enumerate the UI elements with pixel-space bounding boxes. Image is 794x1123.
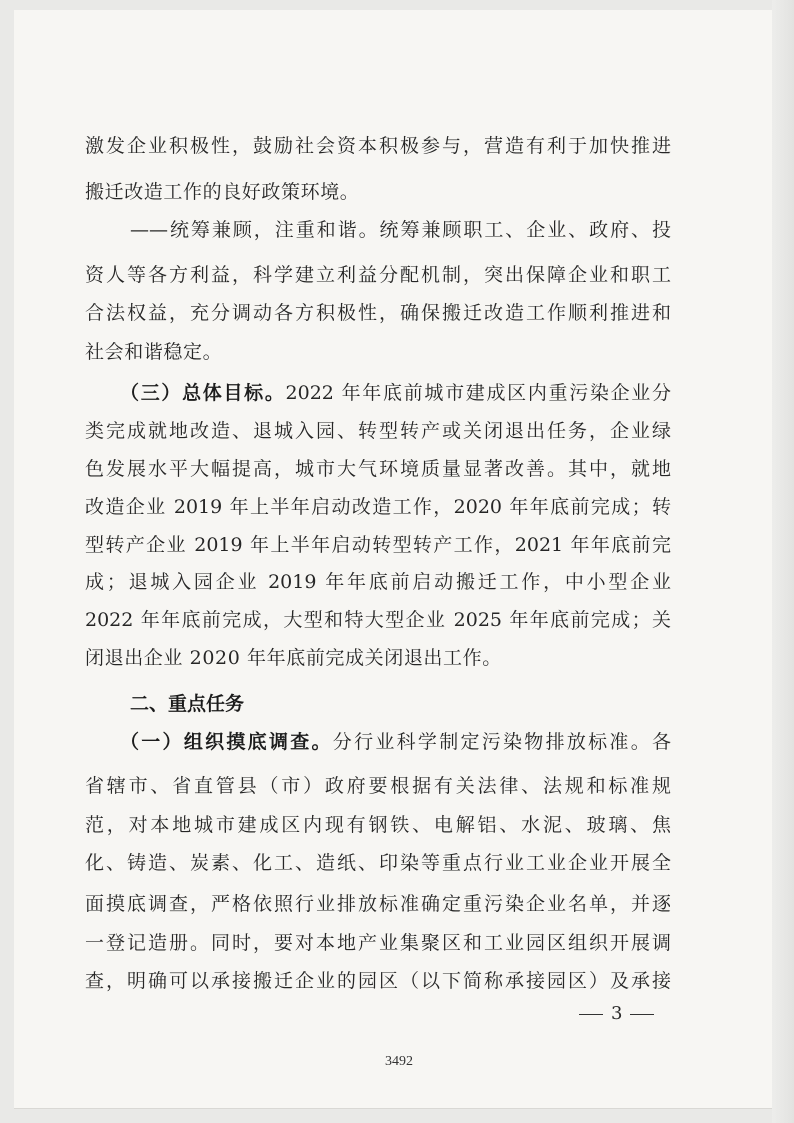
text-line: 闭退出企业 2020 年年底前完成关闭退出工作。	[85, 647, 502, 669]
text-line: 色发展水平大幅提高，城市大气环境质量显著改善。其中，就地	[85, 458, 671, 480]
text-line: 搬迁改造工作的良好政策环境。	[85, 181, 360, 203]
paragraph-label: （三）总体目标。	[120, 382, 286, 404]
text-line: ——统筹兼顾，注重和谐。统筹兼顾职工、企业、政府、投	[130, 219, 671, 241]
text-line: 化、铸造、炭素、化工、造纸、印染等重点行业工业企业开展全	[85, 852, 671, 874]
page-edge	[772, 0, 794, 1123]
dash-right	[630, 1014, 654, 1015]
paragraph-label: （一）组织摸底调查。	[120, 731, 333, 753]
text-line: 类完成就地改造、退城入园、转型转产或关闭退出任务，企业绿	[85, 420, 671, 442]
footer-number: 3492	[385, 1054, 413, 1069]
paragraph-first-line	[120, 729, 671, 755]
text-line: 资人等各方利益，科学建立利益分配机制，突出保障企业和职工	[85, 264, 671, 286]
text-line: 省辖市、省直管县（市）政府要根据有关法律、法规和标准规	[85, 775, 671, 797]
text-line: 改造企业 2019 年上半年启动改造工作，2020 年年底前完成；转	[85, 496, 671, 518]
text-line: 型转产企业 2019 年上半年启动转型转产工作，2021 年年底前完	[85, 534, 671, 556]
text-line: 2022 年年底前完成，大型和特大型企业 2025 年年底前完成；关	[85, 609, 671, 631]
text-line: 一登记造册。同时，要对本地产业集聚区和工业园区组织开展调	[85, 932, 671, 954]
paragraph-first-line	[120, 380, 671, 406]
text-run: 分行业科学制定污染物排放标准。各	[332, 731, 671, 753]
text-run: 2022 年年底前城市建成区内重污染企业分	[285, 382, 671, 404]
text-line: 成；退城入园企业 2019 年年底前启动搬迁工作，中小型企业	[85, 571, 671, 593]
text-line: 合法权益，充分调动各方积极性，确保搬迁改造工作顺利推进和	[85, 302, 671, 324]
text-line: 社会和谐稳定。	[85, 341, 223, 363]
section-heading: 二、重点任务	[130, 693, 245, 715]
dash-left	[579, 1014, 603, 1015]
text-line: 查，明确可以承接搬迁企业的园区（以下简称承接园区）及承接	[85, 970, 671, 992]
page-number-value: 3	[611, 1003, 623, 1024]
page-number	[579, 1003, 654, 1024]
text-line: 范，对本地城市建成区内现有钢铁、电解铝、水泥、玻璃、焦	[85, 814, 671, 836]
text-line: 激发企业积极性，鼓励社会资本积极参与，营造有利于加快推进	[85, 135, 671, 157]
text-line: 面摸底调查，严格依照行业排放标准确定重污染企业名单，并逐	[85, 893, 671, 915]
